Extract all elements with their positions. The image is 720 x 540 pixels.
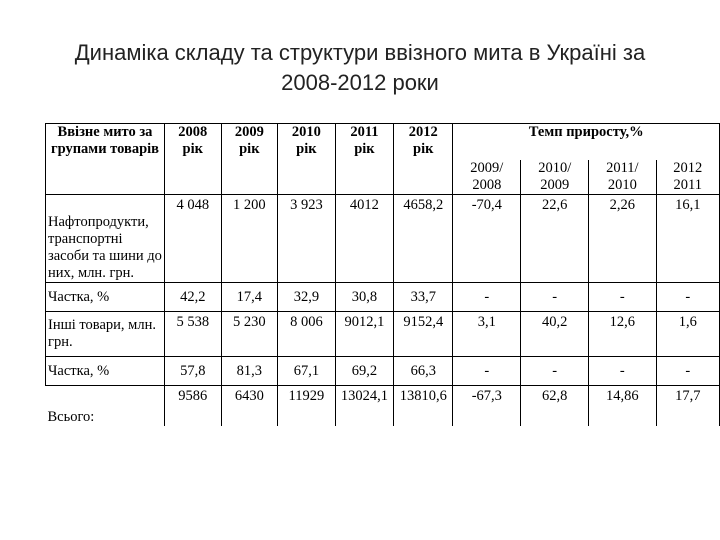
table-row	[46, 312, 720, 357]
row-label: Нафтопродукти, транспортні засоби та шини до них, млн. грн.	[46, 195, 165, 283]
cell: 11929	[278, 386, 336, 427]
header-growth-2010-2009: 2010/ 2009	[521, 160, 589, 195]
cell: 8 006	[278, 312, 336, 357]
table-row	[46, 386, 720, 427]
cell: 16,1	[656, 195, 719, 283]
header-growth-title: Темп приросту,%	[453, 124, 720, 161]
cell: 17,7	[656, 386, 719, 427]
cell: 57,8	[165, 357, 222, 386]
header-growth-2011-2010: 2011/ 2010	[589, 160, 656, 195]
cell: -70,4	[453, 195, 521, 283]
cell: -67,3	[453, 386, 521, 427]
cell: -	[656, 357, 719, 386]
cell: 4012	[335, 195, 394, 283]
cell: -	[589, 357, 656, 386]
row-label: Частка, %	[46, 357, 165, 386]
cell: 9152,4	[394, 312, 453, 357]
page-title	[0, 38, 720, 98]
cell: 14,86	[589, 386, 656, 427]
table-row	[46, 283, 720, 312]
cell: 4 048	[165, 195, 222, 283]
cell: 1 200	[221, 195, 278, 283]
cell: 4658,2	[394, 195, 453, 283]
cell: 69,2	[335, 357, 394, 386]
cell: 81,3	[221, 357, 278, 386]
cell: 42,2	[165, 283, 222, 312]
header-year-2010: 2010 рік	[278, 124, 336, 195]
cell: 66,3	[394, 357, 453, 386]
cell: 30,8	[335, 283, 394, 312]
cell: 12,6	[589, 312, 656, 357]
row-label: Частка, %	[46, 283, 165, 312]
header-year-2009: 2009 рік	[221, 124, 278, 195]
cell: -	[589, 283, 656, 312]
header-growth-2009-2008: 2009/ 2008	[453, 160, 521, 195]
cell: 6430	[221, 386, 278, 427]
cell: 3 923	[278, 195, 336, 283]
cell: -	[656, 283, 719, 312]
cell: 67,1	[278, 357, 336, 386]
table-row	[46, 195, 720, 283]
cell: 33,7	[394, 283, 453, 312]
cell: 13810,6	[394, 386, 453, 427]
cell: 62,8	[521, 386, 589, 427]
cell: 17,4	[221, 283, 278, 312]
cell: 1,6	[656, 312, 719, 357]
header-year-2012: 2012 рік	[394, 124, 453, 195]
duty-table	[45, 123, 720, 426]
cell: 32,9	[278, 283, 336, 312]
cell: 5 538	[165, 312, 222, 357]
cell: -	[521, 357, 589, 386]
cell: 3,1	[453, 312, 521, 357]
cell: 9586	[165, 386, 222, 427]
cell: 40,2	[521, 312, 589, 357]
cell: 5 230	[221, 312, 278, 357]
cell: -	[453, 357, 521, 386]
cell: 22,6	[521, 195, 589, 283]
title-line-2: 2008-2012 роки	[281, 70, 439, 95]
header-year-2011: 2011 рік	[335, 124, 394, 195]
row-label: Всього:	[46, 386, 165, 427]
title-line-1: Динаміка складу та структури ввізного мита в Україні за	[74, 40, 646, 65]
header-growth-2012-2011: 2012 2011	[656, 160, 719, 195]
header-group-label: Ввізне мито за групами товарів	[46, 124, 165, 195]
table-row	[46, 357, 720, 386]
header-row	[46, 124, 720, 161]
cell: -	[521, 283, 589, 312]
cell: 13024,1	[335, 386, 394, 427]
header-year-2008: 2008 рік	[165, 124, 222, 195]
cell: 2,26	[589, 195, 656, 283]
row-label: Інші товари, млн. грн.	[46, 312, 165, 357]
cell: -	[453, 283, 521, 312]
cell: 9012,1	[335, 312, 394, 357]
